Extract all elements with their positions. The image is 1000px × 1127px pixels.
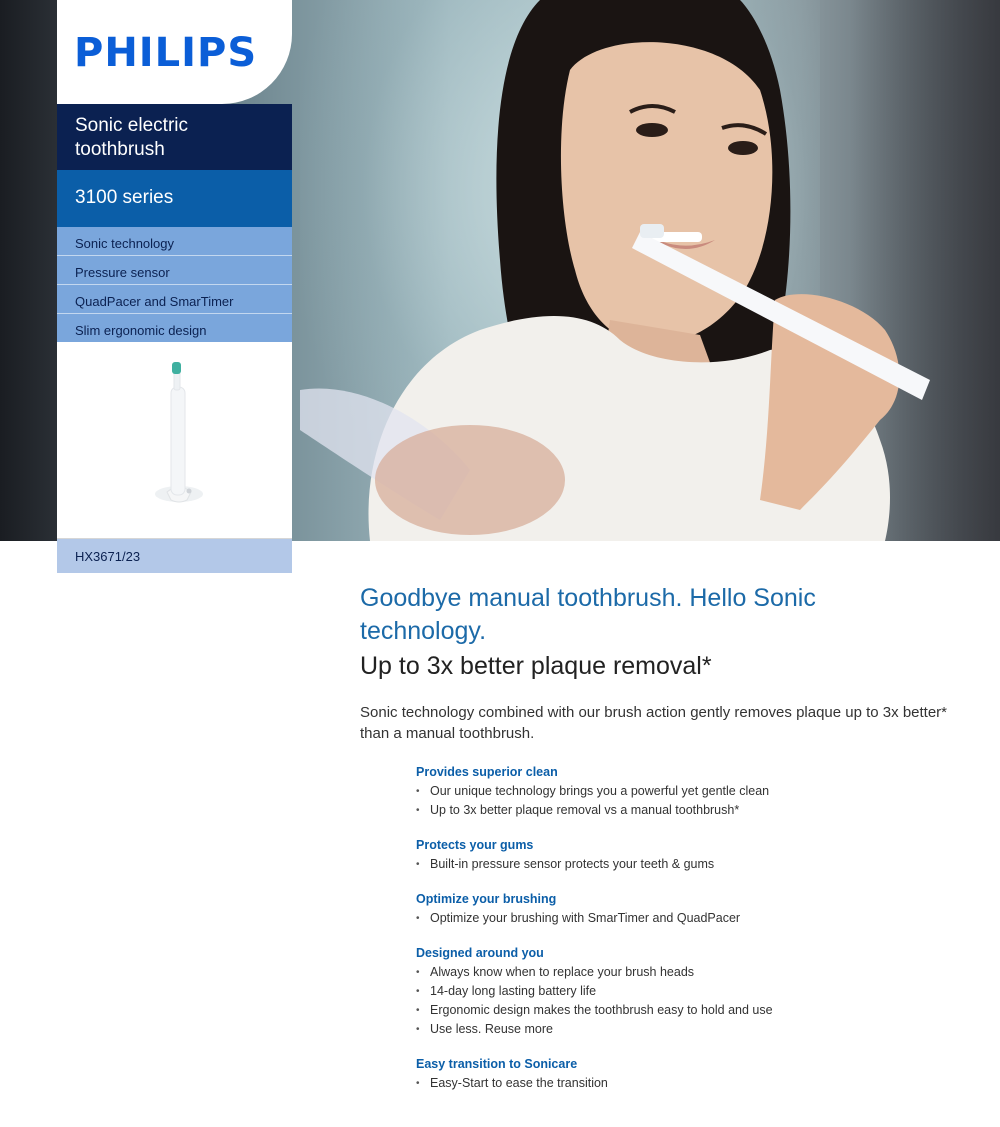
benefit-section: [416, 946, 976, 1039]
bullet-item: • Built-in pressure sensor protects your teeth & gums: [416, 855, 976, 874]
feature-item: Sonic technology: [57, 227, 292, 256]
bullet-list: [416, 1074, 976, 1093]
bullet-list: [416, 782, 976, 820]
feature-item: Slim ergonomic design: [75, 323, 207, 338]
section-title: Protects your gums: [416, 838, 534, 852]
section-title: Easy transition to Sonicare: [416, 1057, 578, 1071]
section-title: Designed around you: [416, 946, 544, 960]
section-title: Optimize your brushing: [416, 892, 557, 906]
benefit-section: [416, 838, 976, 874]
logo-box: [57, 0, 292, 104]
headline: Goodbye manual toothbrush. Hello Sonic technology.: [360, 584, 816, 645]
bullet-item: • Ergonomic design makes the toothbrush easy to hold and use: [416, 1001, 976, 1020]
section-title: Provides superior clean: [416, 765, 558, 779]
product-series: 3100 series: [57, 170, 292, 227]
bullet-list: [416, 909, 976, 928]
intro-paragraph: Sonic technology combined with our brush action gently removes plaque up to 3x better* than a manual toothbrush.: [360, 704, 948, 742]
feature-item: Pressure sensor: [57, 256, 292, 285]
bullet-list: [416, 855, 976, 874]
benefit-section: [416, 892, 976, 928]
subheadline: Up to 3x better plaque removal*: [360, 652, 712, 680]
bullet-item: • 14-day long lasting battery life: [416, 982, 976, 1001]
feature-item: QuadPacer and SmarTimer: [57, 285, 292, 314]
bullet-item: • Always know when to replace your brush heads: [416, 963, 976, 982]
bullet-item: • Up to 3x better plaque removal vs a manual toothbrush*: [416, 801, 976, 820]
philips-logo: PHILIPS: [74, 30, 258, 76]
toothbrush-product-image: [57, 342, 292, 538]
bullet-item: • Our unique technology brings you a powerful yet gentle clean: [416, 782, 976, 801]
feature-list: [57, 227, 292, 342]
bullet-item: • Easy-Start to ease the transition: [416, 1074, 976, 1093]
model-number: HX3671/23: [57, 539, 292, 573]
product-type: Sonic electric toothbrush: [57, 104, 292, 170]
bullet-item: • Optimize your brushing with SmarTimer and QuadPacer: [416, 909, 976, 928]
product-image-box: [57, 342, 292, 539]
bullet-item: • Use less. Reuse more: [416, 1020, 976, 1039]
benefit-sections: [416, 765, 976, 1111]
benefit-section: [416, 1057, 976, 1093]
product-sidebar: [57, 0, 292, 573]
benefit-section: [416, 765, 976, 820]
bullet-list: [416, 963, 976, 1039]
